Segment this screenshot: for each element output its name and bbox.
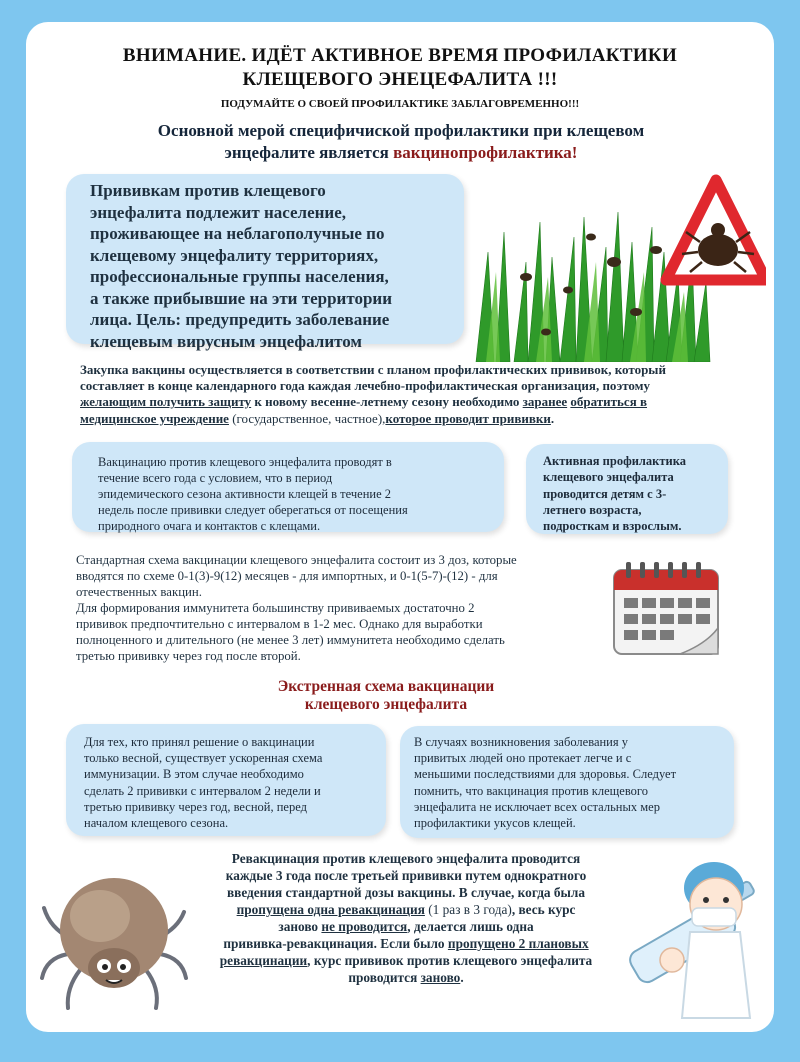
box-line: лица. Цель: предупредить заболевание — [90, 310, 390, 329]
box-line: проживающее на неблагополучные по — [90, 224, 385, 243]
target-population-box — [66, 174, 464, 351]
doctor-syringe-icon — [620, 848, 770, 1028]
box-line: клещевому энцефалиту территориях, — [90, 245, 379, 265]
page-title — [26, 44, 774, 92]
title-line: КЛЕЩЕВОГО ЭНЕЦЕФАЛИТА !!! — [242, 69, 558, 90]
poster-page — [26, 22, 774, 1032]
title-line: ВНИМАНИЕ. ИДЁТ АКТИВНОЕ ВРЕМЯ ПРОФИЛАКТИКИ — [122, 45, 678, 66]
box-line: клещевым вирусным энцефалитом — [90, 331, 362, 351]
box-line: Прививкам против клещевого — [90, 181, 326, 200]
box-line: а также прибывшие на эти территории — [90, 288, 392, 308]
revaccination-paragraph: Ревакцинация против клещевого энцефалита проводится каждые 3 года после третьей прививки путем однократного введения стандартной дозы вакцины. В случае, когда была пропущена одна ревакцинация (1 раз в 3 года), весь курс заново не проводится, делается лишь одна прививка-ревакцинация. Если было пропущено 2 плановых ревакцинации, курс прививок против клещевого энцефалита проводится заново. — [219, 851, 593, 985]
emergency-scheme-heading: Экстренная схема вакцинации клещевого энцефалита — [277, 678, 495, 713]
lead-statement — [56, 120, 746, 164]
year-round-vaccination-box: Вакцинацию против клещевого энцефалита проводят в течение всего года с условием, что в период эпидемического сезона активности клещей в течение 2 недель после прививки следует оберегаться от посещения природного очага и контактов с клещами. — [72, 442, 504, 532]
box-line: энцефалита подлежит население, — [90, 202, 347, 222]
calendar-icon — [610, 560, 726, 660]
lead-line: энцефалите является вакцинопрофилактика! — [224, 143, 578, 162]
vaccinated-illness-box: В случаях возникновения заболевания у привитых людей оно протекает легче и с меньшими последствиями для здоровья. Следует помнить, что вакцинация против клещевого энцефалита не исключает всех остальных мер профилактики укусов клещей. — [400, 726, 734, 838]
age-groups-box: Активная профилактика клещевого энцефалита проводится детям с 3- летнего возраста, подросткам и взрослым. — [526, 444, 728, 534]
tick-warning-icon — [466, 162, 766, 362]
lead-accent: вакцинопрофилактика! — [393, 143, 578, 162]
standard-scheme-paragraph: Стандартная схема вакцинации клещевого энцефалита состоит из 3 доз, которые вводятся по схеме 0-1(3)-9(12) месяцев - для импортных, и 0-1(5-7)-(12) - для отечественных вакцин. Для формирования иммунитета большинству прививаемых достаточно 2 прививок предпочтительно с интервалом в 1-2 мес. Однако для выработки полноценного и длительного (не менее 3 лет) иммунитета необходимо сделать третью прививку через год после второй. — [76, 553, 517, 663]
box-line: профессиональные группы населения, — [90, 267, 389, 286]
accelerated-scheme-box: Для тех, кто принял решение о вакцинации только весной, существует ускоренная схема иммунизации. В этом случае необходимо сделать 2 прививки с интервалом 2 недели и третью прививку через год, весной, перед началом клещевого сезона. — [66, 724, 386, 836]
tick-mascot-icon — [40, 858, 190, 1018]
page-subtitle: ПОДУМАЙТЕ О СВОЕЙ ПРОФИЛАКТИКЕ ЗАБЛАГОВРЕМЕННО!!! — [220, 98, 580, 110]
lead-line: Основной мерой специфичиской профилактики при клещевом — [157, 121, 645, 140]
vaccine-purchase-paragraph: Закупка вакцины осуществляется в соответствии с планом профилактических прививок, который составляет в конце календарного года каждая лечебно-профилактическая организация, поэтому желающим получить защиту к новому весенне-летнему сезону необходимо заранее обратиться в медицинское учреждение (государственное, частное),которое проводит прививки. — [80, 362, 666, 426]
